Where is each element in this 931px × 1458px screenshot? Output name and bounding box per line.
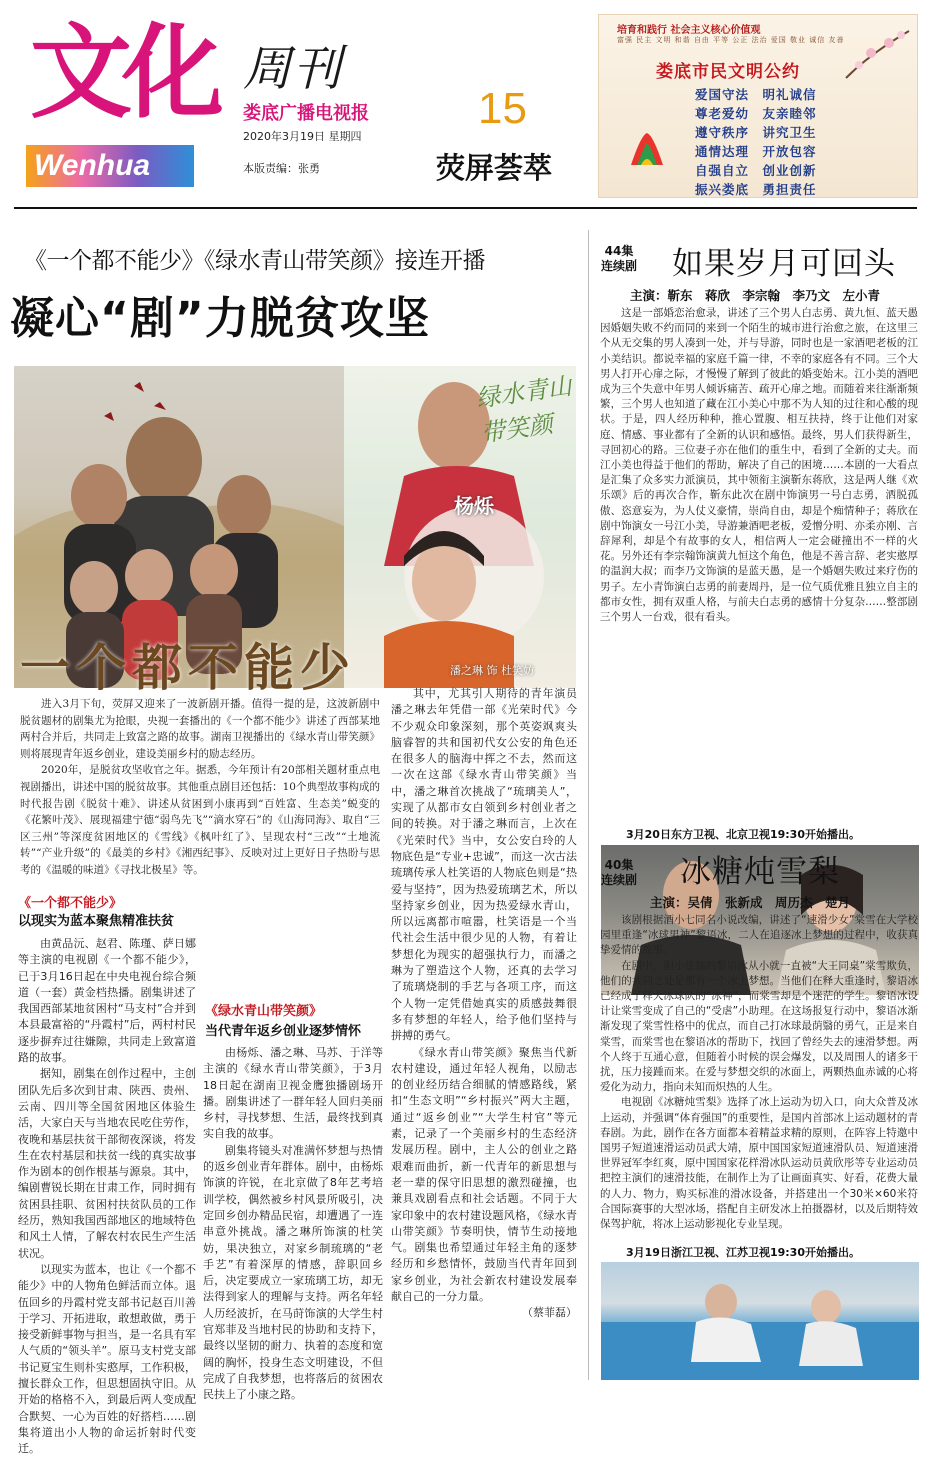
airtime: 3月19日浙江卫视、江苏卫视19:30开始播出。	[626, 1246, 860, 1259]
masthead	[0, 0, 931, 205]
drama-title: 如果岁月可回头	[672, 246, 896, 282]
subhead-drama: 《绿水青山带笑颜》	[205, 1004, 323, 1019]
byline: （蔡菲磊）	[522, 1306, 577, 1320]
article-paragraph: 据知，剧集在创作过程中，主创团队先后多次到甘肃、陕西、贵州、云南、四川等全国贫困地区体验生活，大家白天与当地农民吃住劳作，夜晚和基层扶贫干部彻夜深谈，将发生在农村基层和扶贫一线的真实故事作为剧本的创作根基与源泉。其中，编剧曹锐长期在甘肃工作，同时拥有贫困县挂职、贫困村扶贫队员的工作经历，熟知我国西部地区的地域特色和风土人情，了解农村农民生产生活状况。	[18, 1067, 196, 1260]
civic-title: 娄底市民文明公约	[656, 62, 800, 82]
masthead-rule	[14, 207, 917, 209]
logo-weekly: 周刊	[243, 41, 344, 97]
episode-tag	[601, 244, 637, 274]
synopsis-paragraph: 电视剧《冰糖炖雪梨》选择了冰上运动为切入口，向大众普及冰上运动，并强调“体育强国”的重要性，是国内首部冰上运动题材的青春剧。为此，剧作在各方面都本着精益求精的原则，在阵容上特邀中国男子短道速滑运动员武大靖，原中国国家短道速滑队员、短道速滑世界冠军李红爽，原中国国家花样滑冰队运动员黄欣彤等专业运动员把控主演们的速滑技能，在制作上为了让画面真实、好看，花费大量的人力、物力，购买标准的滑冰设备，并搭建出一个30米×60米符合国际赛事的大型冰场，搭配自主研发冰上拍摄器材，以及后期特效保驾护航，将冰上运动影视化专业呈现。	[600, 1096, 918, 1231]
drama-still-photo	[601, 1262, 919, 1380]
story-intro	[20, 696, 380, 879]
hero-right-title: 绿水青山带笑颜	[474, 371, 574, 448]
article-paragraph: 剧集将镜头对准满怀梦想与热情的返乡创业青年群体。剧中，由杨烁饰演的许锐，在北京做了8年艺考培训学校，偶然被乡村风景所吸引，决定回乡创办精品民宿，却遭遇了一连串意外挑战。潘之琳所饰演的杜笑妨，果决独立，对家乡制琉璃的“老手艺”有着深厚的情感，辞职回乡后，决定要成立一家琉璃工坊，却无法得到家人的理解与支持。两名年轻人历经波折，在马莳饰演的大学生村官郑菲及当地村民的协助和支持下，最终以坚韧的耐力、执着的态度和宽阔的胸怀，投身生态文明建设，不但完成了自我梦想，也将落后的贫困农民扶上了小康之路。	[203, 1143, 383, 1402]
civic-line: 振兴娄底 勇担责任	[695, 182, 817, 197]
article-column	[391, 686, 577, 1322]
story-headline: 凝心“剧”力脱贫攻坚	[10, 293, 430, 344]
article-column	[203, 1045, 383, 1404]
civic-line: 自强自立 创业创新	[695, 163, 817, 178]
synopsis-paragraph: 在剧中，胆小怯懦的黎语冰从小就一直被“大王同桌”棠雪欺负，他们的共同之处是都有一个冰上梦想。当他们在释大重逢时，黎语冰已经成了释大冰球队的“冰神”，而棠雪却是个迷茫的学生。黎语冰设计让棠雪变成了自己的“受虐”小助理。在这场报复行动中，黎语冰渐渐发现了棠雪性格中的优点，而自己打冰球最荫翳的勇气，正是来自棠雪，而棠雪也在黎语冰的帮助下，找回了曾经失去的速滑梦想。两个人终于互通心意，但随着小时候的误会爆发，以及周围人的诸多干扰，压力接踵而来。在爱与梦想交织的冰面上，两颗热血赤诚的心将爱化为动力，指向未知而炽热的人生。	[600, 959, 918, 1094]
still-illustration	[601, 1262, 919, 1380]
logo-pinyin: Wenhua	[26, 145, 194, 187]
issue-date: 2020年3月19日 星期四	[243, 130, 362, 143]
subhead-deck: 当代青年返乡创业逐梦情怀	[205, 1024, 362, 1039]
drama-cast: 主演：吴倩 张新成 周历杰 楚月	[650, 895, 851, 910]
article-paragraph: 《绿水青山带笑颜》聚焦当代新农村建设，通过年轻人视角，以励志的创业经历结合细腻的情感路线，紧扣“生态文明”“乡村振兴”两大主题，通过“返乡创业”“大学生村官”等元素，记录了一个美丽乡村的生态经济发展历程。剧中，主人公的创业之路艰难而曲折，新一代青年的新思想与老一辈的保守旧思想的激烈碰撞，也兼具戏剧看点和社会话题。不同于大家印象中的农村建设题风格，《绿水青山带笑颜》节奏明快，情节生动接地气。剧集也希望通过年轻主角的逐梦经历和乡愁情怀，鼓励当代青年回到家乡创业，为社会新农村建设发展奉献自己的一分力量。	[391, 1045, 577, 1303]
hero-actor-label: 杨烁	[454, 494, 494, 518]
column-divider	[588, 230, 589, 1380]
civic-convention-box	[598, 14, 918, 198]
logo-wenhua: 文化	[30, 13, 214, 133]
episode-tag	[601, 858, 637, 888]
article-paragraph: 其中，尤其引人期待的青年演员潘之琳去年凭借一部《光荣时代》今不少观众印象深刻，那个英姿飒爽头脑睿智的共和国初代女公安的角色还在很多人的脑海中挥之不去，然而这一次在这部《绿水青山带笑颜》当中，潘之琳首次挑战了“琉璃美人”，实现了从都市女白领到乡村创业者之间的转换。对于潘之琳而言，上次在《光荣时代》当中，女公安白玲的人物底色是“专业+忠诚”，而这一次古法琉璃传承人杜笑语的人物底色则是“热爱与坚持”，因为热爱琉璃艺术，所以坚持家乡创业，因为热爱绿水青山，所以远离都市喧嚣，杜笑语是一个当代社会生活中很少见的人物，有着让梦想化为现实的超强执行力，而潘之琳为了塑造这个人物，还真的去学习了琉璃烧制的手艺与各项工序，而这个人物一定凭借她真实的质感鼓舞很多有梦想的年轻人，给予他们坚持与拼搏的勇气。	[391, 687, 577, 1043]
episode-type: 连续剧	[601, 259, 638, 273]
episode-count: 44集	[604, 244, 634, 258]
airtime: 3月20日东方卫视、北京卫视19:30开始播出。	[626, 828, 860, 841]
civic-line: 遵守秩序 讲究卫生	[695, 125, 817, 140]
article-paragraph: 以现实为蓝本，也让《一个都不能少》中的人物角色鲜活而立体。退伍回乡的丹霞村党支部书记赵百川善于学习、开拓进取，敢想敢做，勇于接受新鲜事物与担当，是一名具有军人气质的“领头羊”。原马支村党支部书记夏宝生则朴实憨厚，工作积极，擅长群众工作，但思想固执守旧。从开始的格格不入，到最后两人变成配合默契、一心为百姓的好搭档……剧集将道出小人物的命运折射时代变迁。	[18, 1262, 196, 1456]
intro-paragraph: 进入3月下旬，荧屏又迎来了一波新剧开播。值得一提的是，这波新剧中脱贫题材的剧集尤为抢眼，央视一套播出的《一个都不能少》讲述了西部某地两村合并后，共同走上致富之路的故事。湖南卫视播出的《绿水青山带笑颜》则将展现青年返乡创业，建设美丽乡村的励志经历。	[20, 698, 380, 760]
drama-synopsis	[600, 913, 918, 1232]
story-kicker: 《一个都不能少》《绿水青山带笑颜》接连开播	[24, 248, 485, 274]
drama-title: 冰糖炖雪梨	[680, 854, 840, 890]
civic-line: 通情达理 开放包容	[695, 144, 817, 159]
drama-synopsis	[600, 306, 918, 625]
page-editor: 本版责编：张勇	[243, 162, 320, 175]
hero-caption: 一个都不能少	[20, 638, 356, 697]
plum-blossom-icon	[841, 23, 911, 83]
subhead-deck: 以现实为蓝本聚焦精准扶贫	[18, 914, 175, 929]
subhead-drama: 《一个都不能少》	[18, 896, 123, 911]
civic-lines	[695, 85, 817, 199]
city-emblem-icon	[621, 125, 673, 177]
civic-values-line: 富强 民主 文明 和谐 自由 平等 公正 法治 爱国 敬业 诚信 友善	[617, 36, 845, 44]
intro-paragraph: 2020年，是脱贫攻坚收官之年。据悉，今年预计有20部相关题材重点电视剧播出，讲述中国的脱贫故事。其他重点剧目还包括：10个典型故事构成的时代报告剧《脱贫十难》、讲述从贫困到小康再到“百姓富、生态美”蜕变的《花繁叶茂》、展现福建宁德“弱鸟先飞”“滴水穿石”的《山海同海》、取自“三区三州”等深度贫困地区的《雪线》《枫叶红了》、呈现农村“三改”“土地流转”“产业升级”的《最美的乡村》《湘西纪事》、反映对过上更好日子热盼与思考的《温暖的味道》《寻找北极星》等。	[20, 764, 380, 876]
page-number: 15	[478, 84, 527, 133]
article-paragraph: 由杨烁、潘之琳、马苏、于洋等主演的《绿水青山带笑颜》，于3月18日起在湖南卫视金鹰独播剧场开播。剧集讲述了一群年轻人回归美丽乡村，寻找梦想、生活，最终找到真实自我的故事。	[203, 1046, 383, 1141]
hero-actor-label: 潘之琳 饰 杜笑妨	[450, 664, 534, 677]
civic-line: 尊老爱幼 友亲睦邻	[695, 106, 817, 121]
paper-name: 娄底广播电视报	[243, 103, 369, 124]
episode-count: 40集	[604, 858, 634, 872]
civic-top-line: 培育和践行 社会主义核心价值观	[617, 25, 761, 36]
synopsis-paragraph: 这是一部婚恋治愈录，讲述了三个男人白志勇、黄九恒、蓝天愚因婚姻失败不约而同的来到一个陌生的城市进行治愈之旅，在这里三个从无交集的男人凑到一处，并与导游，同时也是一家酒吧老板的江小美结识。都说幸福的家庭千篇一律，不幸的家庭各有不同。三个大男人打开心扉之际，才慢慢了解到了彼此的婚变始末。江小美的酒吧成为三个失意中年男人倾诉痛苦、疏开心扉之地。而随着来往渐渐频繁，三个男人也知道了藏在江小美心中那不为人知的过往和心酸的现状。于是，四人经历种种，推心置腹、相互扶持，终于让他们对家庭、情感、事业都有了全新的认识和感悟。最终，男人们获得新生，寻回初心的路。三位妻子亦在他们的重生中，看到了全新的丈夫。而江小美也得益于他们的帮助，解决了自己的困境……本剧的一大看点是汇集了众多实力派演员，其中领衔主演靳东蒋欣，这是两人继《欢乐颂》后的再次合作，靳东此次在剧中饰演男一号白志勇，洒脱孤傲、恣意妄为，为人仗义豪情，崇尚自由，却是个痴情种子；蒋欣在剧中饰演女一号江小美，导游兼酒吧老板，爱憎分明、亦柔亦刚、言辞犀利，却是个有故事的女人，相信两人一定会碰撞出不一样的火花。另外还有李宗翰饰演黄九恒这个角色，他是不善言辞、老实憨厚的温润大叔；而李乃文饰演的是蓝天愚，是一个婚姻失败过来疗伤的男子。左小青饰演白志勇的前妻周丹，是一位气质优雅且独立自主的都市女性，拥有双重人格，与前夫白志勇的感情十分复杂……整部剧三个男人一台戏，很有看头。	[600, 307, 918, 624]
drama-cast: 主演：靳东 蒋欣 李宗翰 李乃文 左小青	[630, 288, 881, 303]
episode-type: 连续剧	[601, 873, 638, 887]
article-column	[18, 936, 196, 1458]
article-paragraph: 由黄品沅、赵君、陈瑾、萨日娜等主演的电视剧《一个都不能少》，已于3月16日起在中央电视台综合频道（一套）黄金档热播。剧集讲述了我国西部某地贫困村“马支村”合并到本县最富裕的“丹霞村”后，两村村民逐步摒弃过往嫌隙，共同走上致富道路的故事。	[18, 937, 196, 1065]
section-title: 荧屏荟萃	[436, 151, 553, 185]
synopsis-paragraph: 该剧根据酒小七同名小说改编，讲述了“速滑少女”棠雪在大学校园里重逢“冰球男神”黎语冰，二人在追逐冰上梦想的过程中，收获真挚爱情的故事。	[600, 914, 918, 957]
civic-line: 爱国守法 明礼诚信	[695, 87, 817, 102]
